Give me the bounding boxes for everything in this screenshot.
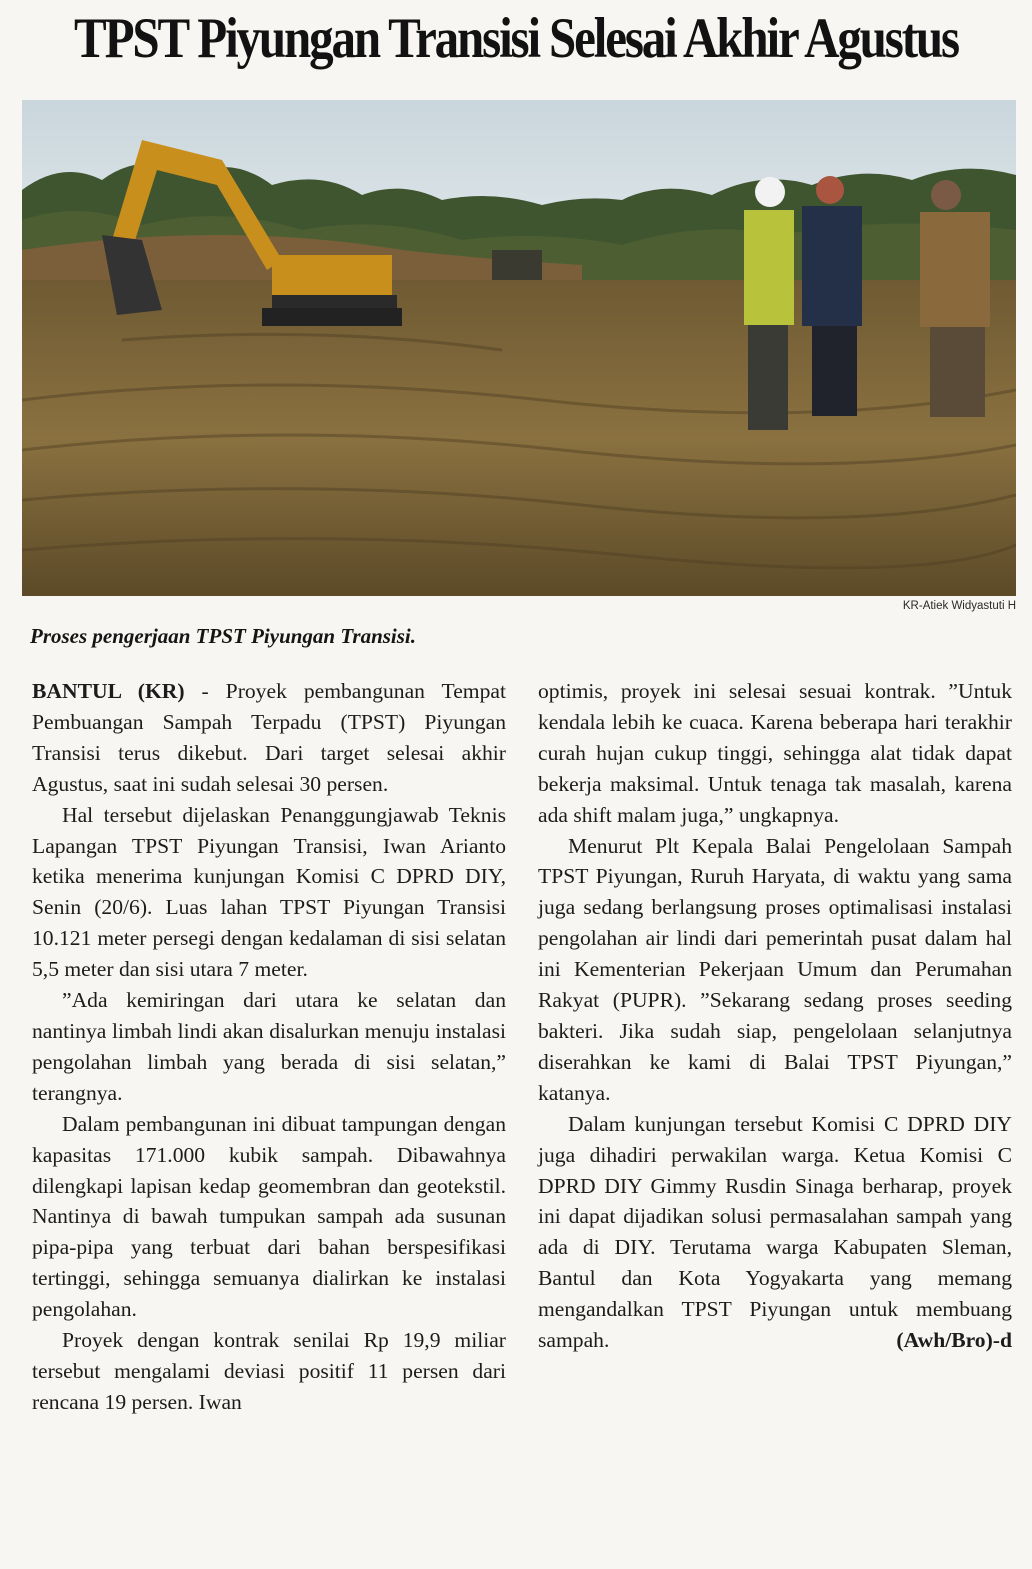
- article-column-left: [32, 676, 506, 1418]
- paragraph: Dalam pembangunan ini dibuat tampungan dengan kapasitas 171.000 kubik sampah. Dibawahnya dilengkapi lapisan kedap geomembran dan geotekstil. Nantinya di bawah tumpukan sampah ada susunan pipa-pipa yang terbuat dari bahan berspesifikasi tertinggi, sehingga semuanya dialirkan ke instalasi pengolahan.: [32, 1111, 506, 1322]
- headline: TPST Piyungan Transisi Selesai Akhir Agustus: [74, 7, 958, 70]
- news-photo: [22, 100, 1016, 596]
- paragraph: Proyek dengan kontrak senilai Rp 19,9 miliar tersebut mengalami deviasi positif 11 persen dari rencana 19 persen. Iwan: [32, 1328, 506, 1414]
- continuation-paragraph: optimis, proyek ini selesai sesuai kontrak. ”Untuk kendala lebih ke cuaca. Karena beberapa hari terakhir curah hujan cukup tinggi, sehingga alat tidak dapat bekerja maksimal. Untuk tenaga tak masalah, karena ada shift malam juga,” ungkapnya.: [538, 679, 1012, 827]
- closing-paragraph: [538, 1109, 1012, 1356]
- paragraph: Menurut Plt Kepala Balai Pengelolaan Sampah TPST Piyungan, Ruruh Haryata, di waktu yang sama juga sedang berlangsung proses optimalisasi instalasi pengolahan air lindi dari pemerintah pusat dalam hal ini Kementerian Pekerjaan Umum dan Perumahan Rakyat (PUPR). ”Sekarang sedang proses seeding bakteri. Jika sudah siap, pengelolaan selanjutnya diserahkan ke kami di Balai TPST Piyungan,” katanya.: [538, 833, 1012, 1105]
- dateline: BANTUL (KR): [32, 679, 185, 703]
- lead-text: - Proyek pembangunan Tempat Pembuangan Sampah Terpadu (TPST) Piyungan Transisi terus dikebut. Dari target selesai akhir Agustus, saat ini sudah selesai 30 persen.: [32, 679, 506, 796]
- signoff: (Awh/Bro)-d: [896, 1328, 1012, 1353]
- photo-credit: KR-Atiek Widyastuti H: [902, 600, 1016, 612]
- photo-caption: Proses pengerjaan TPST Piyungan Transisi.: [30, 624, 417, 648]
- paragraph: ”Ada kemiringan dari utara ke selatan dan nantinya limbah lindi akan disalurkan menuju instalasi pengolahan limbah yang berada di sisi selatan,” terangnya.: [32, 988, 506, 1105]
- lead-paragraph: [32, 676, 506, 800]
- paragraph: Hal tersebut dijelaskan Penanggungjawab Teknis Lapangan TPST Piyungan Transisi, Iwan Arianto ketika menerima kunjungan Komisi C DPRD DIY, Senin (20/6). Luas lahan TPST Piyungan Transisi 10.121 meter persegi dengan kedalaman di sisi selatan 5,5 meter dan sisi utara 7 meter.: [32, 802, 506, 982]
- article-column-right: [538, 676, 1012, 1356]
- paragraph-text: Dalam kunjungan tersebut Komisi C DPRD DIY juga dihadiri perwakilan warga. Ketua Komisi C DPRD DIY Gimmy Rusdin Sinaga berharap, proyek ini dapat dijadikan solusi permasalahan sampah yang ada di DIY. Terutama warga Kabupaten Sleman, Bantul dan Kota Yogyakarta yang memang mengandalkan TPST Piyungan untuk membuang sampah.: [538, 1111, 1012, 1353]
